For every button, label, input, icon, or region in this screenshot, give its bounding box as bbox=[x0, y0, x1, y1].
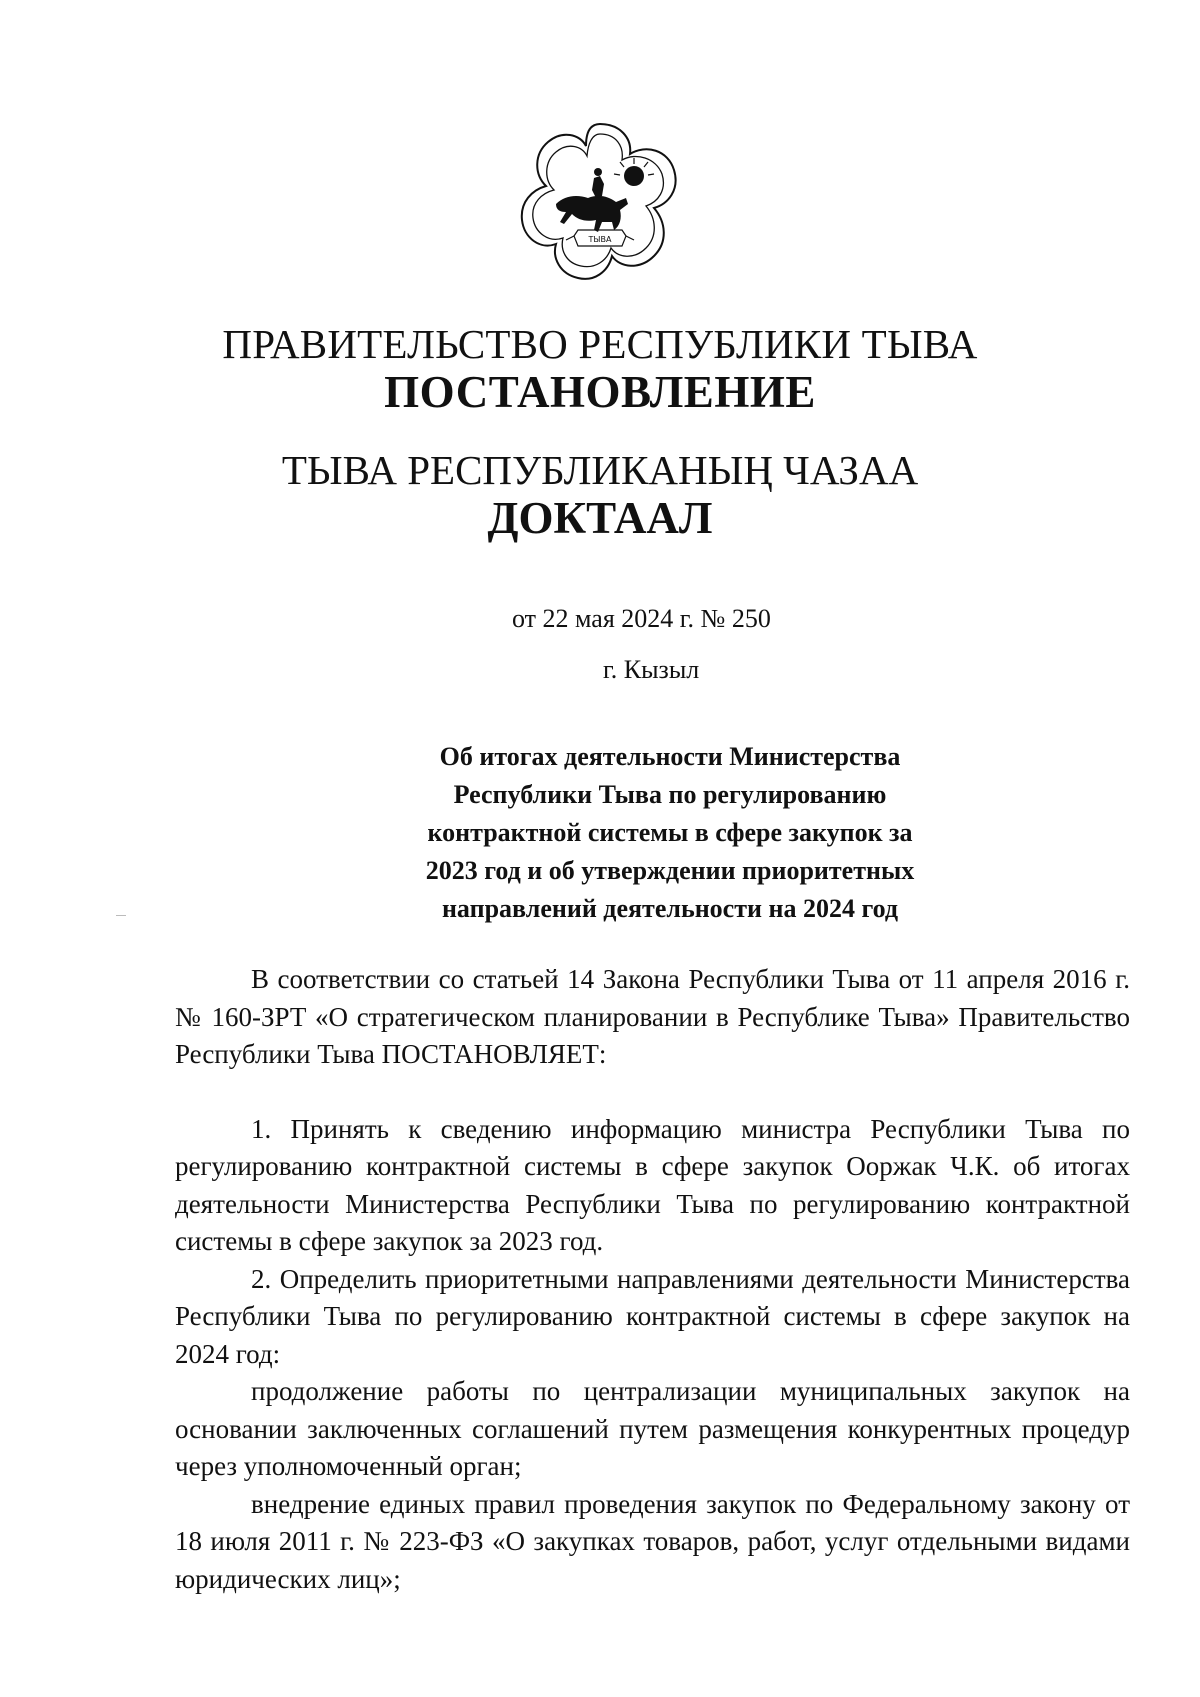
date-and-number: от 22 мая 2024 г. № 250 bbox=[512, 604, 771, 633]
item-2-paragraph: 2. Определить приоритетными направлениями деятельности Министерства Республики Тыва по регулированию контрактной системы в сфере закупок на 2024 год: bbox=[175, 1263, 1130, 1369]
document-body bbox=[175, 961, 1130, 1598]
document-type-tyv: ДОКТААЛ bbox=[487, 493, 713, 543]
subject-line: 2023 год и об утверждении приоритетных bbox=[425, 856, 915, 885]
priority-item-paragraph: внедрение единых правил проведения закупок по Федеральному закону от 18 июля 2011 г. № 223-ФЗ «О закупках товаров, работ, услуг отдельными видами юридических лиц»; bbox=[175, 1488, 1130, 1594]
subject-line: Об итогах деятельности Министерства bbox=[439, 742, 901, 771]
preamble-paragraph: В соответствии со статьей 14 Закона Республики Тыва от 11 апреля 2016 г. № 160-ЗРТ «О стратегическом планировании в Республике Тыва» Правительство Республики Тыва ПОСТАНОВЛЯЕТ: bbox=[175, 964, 1130, 1069]
tuva-coat-of-arms-icon bbox=[516, 118, 684, 286]
item-1-paragraph: 1. Принять к сведению информацию министра Республики Тыва по регулированию контрактной системы в сфере закупок Ооржак Ч.К. об итогах деятельности Министерства Республики Тыва по регулированию контрактной системы в сфере закупок за 2023 год. bbox=[175, 1113, 1130, 1256]
priority-item-paragraph: продолжение работы по централизации муниципальных закупок на основании заключенных соглашений путем размещения конкурентных процедур через уполномоченный орган; bbox=[175, 1376, 1130, 1481]
subject-line: контрактной системы в сфере закупок за bbox=[427, 818, 913, 847]
subject-line: направлений деятельности на 2024 год bbox=[441, 894, 899, 923]
scan-mark bbox=[116, 915, 126, 916]
government-title-tyv: ТЫВА РЕСПУБЛИКАНЫҢ ЧАЗАА bbox=[281, 447, 919, 493]
city: г. Кызыл bbox=[603, 655, 700, 684]
document-subject bbox=[400, 738, 940, 928]
government-title-ru: ПРАВИТЕЛЬСТВО РЕСПУБЛИКИ ТЫВА bbox=[222, 321, 978, 367]
subject-line: Республики Тыва по регулированию bbox=[453, 780, 887, 809]
document-type-ru: ПОСТАНОВЛЕНИЕ bbox=[384, 367, 816, 417]
svg-text:ТЫВА: ТЫВА bbox=[588, 235, 612, 244]
